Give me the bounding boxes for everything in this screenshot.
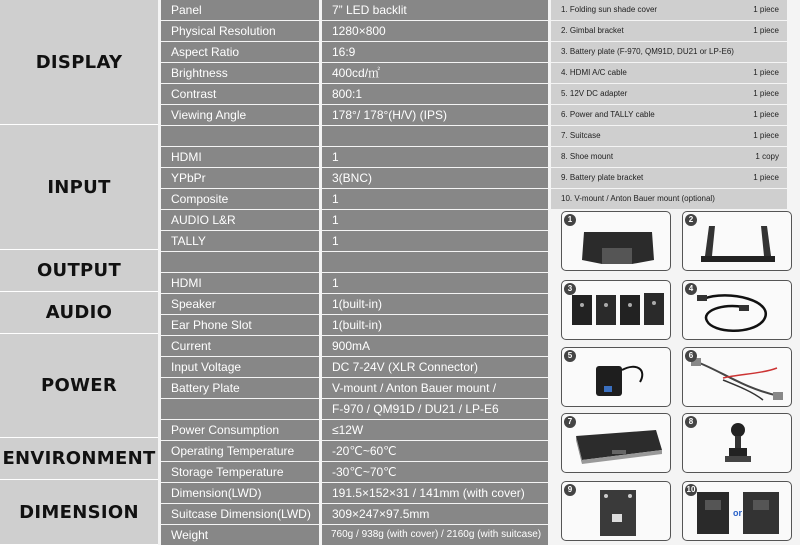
- accessory-item: [551, 189, 787, 209]
- accessory-name: 3. Battery plate (F-970, QM91D, DU21 or LP-E6): [561, 47, 734, 56]
- spec-value: ≤12W: [322, 420, 548, 440]
- accessory-quantity: 1 copy: [755, 152, 779, 161]
- spec-value: V-mount / Anton Bauer mount /: [322, 378, 548, 398]
- suitcase-icon: [562, 414, 671, 473]
- spec-value: 3(BNC): [322, 168, 548, 188]
- accessory-item: [551, 126, 787, 146]
- accessory-quantity: 1 piece: [753, 173, 779, 182]
- accessory-name: 8. Shoe mount: [561, 152, 614, 161]
- accessory-quantity: 1 piece: [753, 68, 779, 77]
- accessory-photo-tile: [561, 481, 671, 541]
- spec-value: -20℃~60℃: [322, 441, 548, 461]
- accessory-item: [551, 168, 787, 188]
- spec-label: AUDIO L&R: [161, 210, 319, 230]
- sun-shade-hood-icon: [562, 212, 671, 271]
- tally-cable-icon: [683, 348, 792, 407]
- accessory-item: [551, 105, 787, 125]
- accessory-photo-tile: [561, 280, 671, 340]
- battery-plates-icon: [562, 281, 671, 340]
- spec-value: [322, 252, 548, 272]
- accessory-quantity: 1 piece: [753, 26, 779, 35]
- tile-number-badge: 10: [686, 485, 696, 494]
- tile-number-badge: 3: [564, 283, 576, 295]
- spec-value: 760g / 938g (with cover) / 2160g (with suitcase): [322, 525, 548, 545]
- category-input: INPUT: [0, 125, 158, 250]
- category-dimension: DIMENSION: [0, 480, 158, 545]
- accessory-quantity: 1 piece: [753, 5, 779, 14]
- category-output: OUTPUT: [0, 250, 158, 292]
- spec-value: 1: [322, 189, 548, 209]
- category-environment: ENVIRONMENT: [0, 438, 158, 480]
- tile-number-badge: 6: [685, 350, 697, 362]
- spec-label: Weight: [161, 525, 319, 545]
- tile-number-badge: 7: [564, 416, 576, 428]
- spec-label: Physical Resolution: [161, 21, 319, 41]
- spec-label: [161, 126, 319, 146]
- accessory-quantity: 1 piece: [753, 131, 779, 140]
- spec-label: Current: [161, 336, 319, 356]
- accessory-photo-tile: [682, 413, 792, 473]
- spec-value: 1: [322, 273, 548, 293]
- spec-value: 900mA: [322, 336, 548, 356]
- spec-value: 1: [322, 210, 548, 230]
- spec-label: Suitcase Dimension(LWD): [161, 504, 319, 524]
- accessory-name: 7. Suitcase: [561, 131, 601, 140]
- tile-number-badge: 8: [685, 416, 697, 428]
- accessory-item: [551, 21, 787, 41]
- spec-label: Input Voltage: [161, 357, 319, 377]
- spec-label: Panel: [161, 0, 319, 20]
- spec-label: Battery Plate: [161, 378, 319, 398]
- accessory-photo-tile: [682, 280, 792, 340]
- spec-value: 1(built-in): [322, 294, 548, 314]
- spec-label: Contrast: [161, 84, 319, 104]
- spec-value: 309×247×97.5mm: [322, 504, 548, 524]
- spec-value: 191.5×152×31 / 141mm (with cover): [322, 483, 548, 503]
- spec-label: HDMI: [161, 147, 319, 167]
- accessory-photo-tile: [561, 211, 671, 271]
- accessory-name: 5. 12V DC adapter: [561, 89, 628, 98]
- accessory-quantity: 1 piece: [753, 89, 779, 98]
- bracket-plate-icon: [562, 482, 671, 541]
- category-audio: AUDIO: [0, 292, 158, 334]
- spec-label: [161, 399, 319, 419]
- spec-label: TALLY: [161, 231, 319, 251]
- spec-value: 1280×800: [322, 21, 548, 41]
- accessory-photo-tile: [682, 481, 792, 541]
- dc-adapter-icon: [562, 348, 671, 407]
- spec-value: 178°/ 178°(H/V) (IPS): [322, 105, 548, 125]
- accessory-photo-tile: [682, 211, 792, 271]
- spec-label: Aspect Ratio: [161, 42, 319, 62]
- accessory-name: 2. Gimbal bracket: [561, 26, 624, 35]
- accessory-photo-tile: [561, 413, 671, 473]
- spec-value: 400cd/㎡: [322, 63, 548, 83]
- spec-value: 1(built-in): [322, 315, 548, 335]
- accessory-item: [551, 0, 787, 20]
- spec-label: Dimension(LWD): [161, 483, 319, 503]
- accessory-item: [551, 147, 787, 167]
- spec-value: 1: [322, 231, 548, 251]
- or-label: or: [733, 508, 742, 518]
- accessory-item: [551, 42, 787, 62]
- tile-number-badge: 4: [685, 283, 697, 295]
- spec-label: Power Consumption: [161, 420, 319, 440]
- spec-value: 16:9: [322, 42, 548, 62]
- accessory-item: [551, 84, 787, 104]
- spec-label: Speaker: [161, 294, 319, 314]
- gimbal-bracket-icon: [683, 212, 792, 271]
- accessory-item: [551, 63, 787, 83]
- accessory-photo-tile: [561, 347, 671, 407]
- spec-value: 1: [322, 147, 548, 167]
- accessory-photo-tile: [682, 347, 792, 407]
- spec-label: HDMI: [161, 273, 319, 293]
- spec-value: 800:1: [322, 84, 548, 104]
- spec-value: F-970 / QM91D / DU21 / LP-E6: [322, 399, 548, 419]
- spec-label: Viewing Angle: [161, 105, 319, 125]
- tile-number-badge: 1: [564, 214, 576, 226]
- spec-value: DC 7-24V (XLR Connector): [322, 357, 548, 377]
- accessory-name: 10. V-mount / Anton Bauer mount (optional): [561, 194, 715, 203]
- category-power: POWER: [0, 334, 158, 438]
- accessory-name: 9. Battery plate bracket: [561, 173, 644, 182]
- spec-label: Brightness: [161, 63, 319, 83]
- accessory-name: 4. HDMI A/C cable: [561, 68, 627, 77]
- tile-number-badge: 9: [564, 484, 576, 496]
- spec-value: 7” LED backlit: [322, 0, 548, 20]
- accessory-name: 6. Power and TALLY cable: [561, 110, 655, 119]
- spec-label: Storage Temperature: [161, 462, 319, 482]
- shoe-mount-icon: [683, 414, 792, 473]
- spec-value: -30℃~70℃: [322, 462, 548, 482]
- spec-label: Operating Temperature: [161, 441, 319, 461]
- spec-label: YPbPr: [161, 168, 319, 188]
- spec-value: [322, 126, 548, 146]
- accessory-name: 1. Folding sun shade cover: [561, 5, 658, 14]
- spec-label: Ear Phone Slot: [161, 315, 319, 335]
- accessory-quantity: 1 piece: [753, 110, 779, 119]
- spec-label: [161, 252, 319, 272]
- tile-number-badge: 2: [685, 214, 697, 226]
- hdmi-cable-icon: [683, 281, 792, 340]
- spec-label: Composite: [161, 189, 319, 209]
- category-display: DISPLAY: [0, 0, 158, 125]
- tile-number-badge: 5: [564, 350, 576, 362]
